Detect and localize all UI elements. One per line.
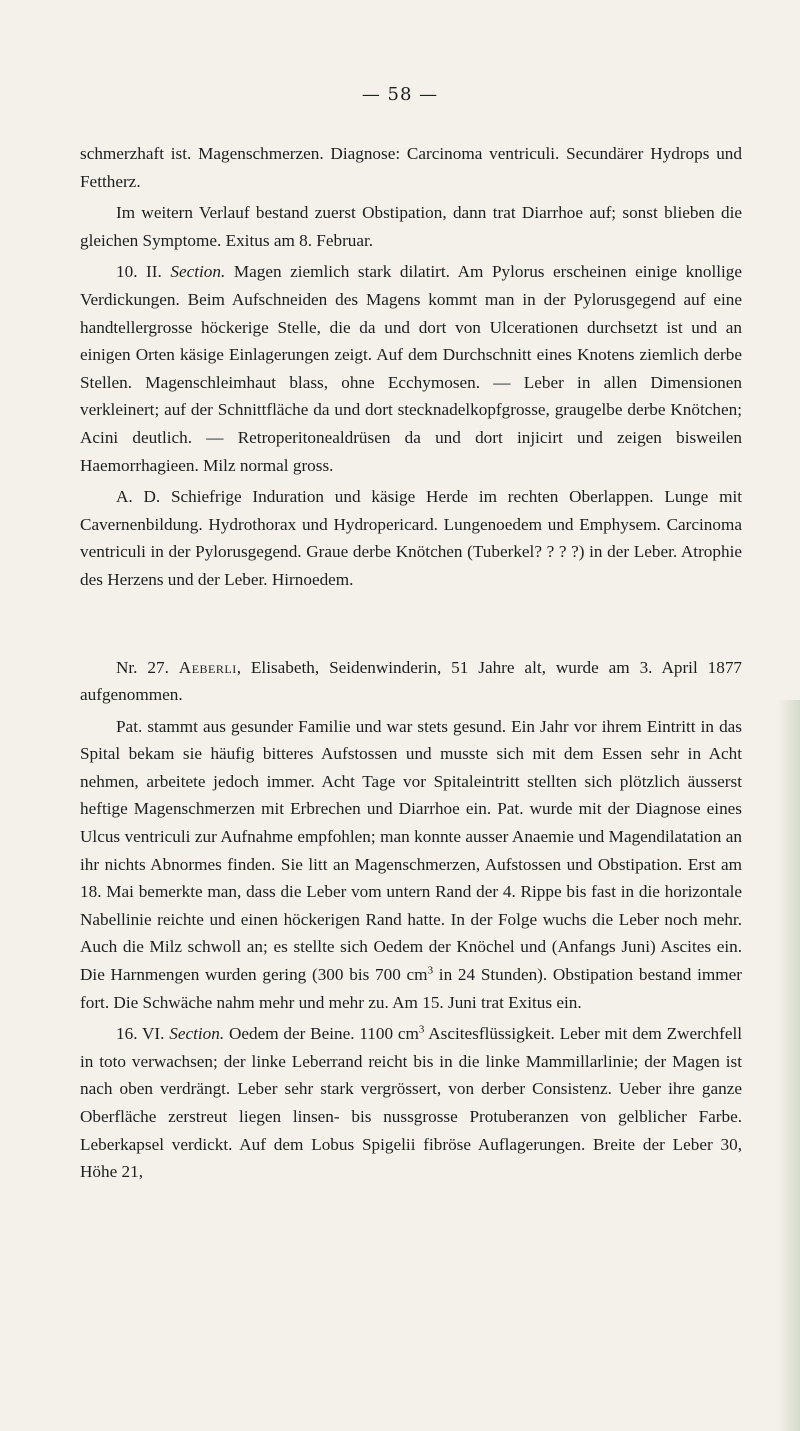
paragraph-history bbox=[80, 713, 742, 1017]
section-label: Section. bbox=[170, 262, 226, 282]
section-text-a: Oedem der Beine. 1100 cm bbox=[224, 1024, 419, 1044]
history-text-b: in 24 Stunden). Obstipation bestand immer fort. Die Schwäche nahm mehr und mehr zu. Am 15. Juni trat Exitus ein. bbox=[80, 965, 742, 1012]
date-label: 10. II. bbox=[116, 262, 171, 282]
case-intro: , Elisabeth, Seidenwinderin, 51 Jahre alt, wurde am 3. April 1877 aufgenommen. bbox=[80, 657, 743, 705]
section-text: Magen ziemlich stark dilatirt. Am Pylorus erscheinen einige knollige Verdickungen. Beim Aufschneiden des Magens kommt man in der Pylorusgegend auf eine handtellergrosse höckerige Stelle, die da und dort von Ulcerationen durchsetzt ist und an einigen Orten käsige Einlagerungen zeigt. Auf dem Durchschnitt eines Knotens ziemlich derbe Stellen. Magenschleimhaut blass, ohne Ecchymosen. — Leber in allen Dimensionen verkleinert; auf der Schnittfläche da und dort stecknadelkopfgrosse, graugelbe derbe Knötchen; Acini deutlich. — Retroperitonealdrüsen da und dort injicirt und zeigen bisweilen Haemorrhagieen. Milz normal gross. bbox=[80, 262, 742, 475]
case-number: Nr. 27. bbox=[116, 657, 179, 677]
history-text-a: Pat. stammt aus gesunder Familie und war stets gesund. Ein Jahr vor ihrem Eintritt in das Spital bekam sie häufig bitteres Aufstossen und musste sich mit dem Essen sehr in Acht nehmen, arbeitete jedoch immer. Acht Tage vor Spitaleintritt stellten sich plötzlich äusserst heftige Magenschmerzen mit Erbrechen und Diarrhoe ein. Pat. wurde mit der Diagnose eines Ulcus ventriculi zur Aufnahme empfohlen; man konnte ausser Anaemie und Magendilatation an ihr nichts Abnormes finden. Sie litt an Magenschmerzen, Aufstossen und Obstipation. Erst am 18. Mai bemerkte man, dass die Leber vom untern Rand der 4. Rippe bis fast in die horizontale Nabellinie reichte und einen höckerigen Rand hatte. In der Folge wuchs die Leber noch mehr. Auch die Milz schwoll an; es stellte sich Oedem der Knöchel und (Anfangs Juni) Ascites ein. Die Harnmengen wurden gering (300 bis 700 cm bbox=[80, 716, 742, 985]
superscript: 3 bbox=[418, 1023, 425, 1036]
date-label: 16. VI. bbox=[116, 1024, 170, 1044]
body-text bbox=[80, 140, 742, 1186]
paragraph-section-1 bbox=[80, 258, 742, 479]
page-edge-shade bbox=[778, 700, 800, 1431]
paragraph-case-header bbox=[80, 654, 742, 709]
patient-name: Aeberli bbox=[178, 657, 237, 677]
section-text-b: Ascitesflüssigkeit. Leber mit dem Zwerchfell in toto verwachsen; der linke Leberrand reicht bis in die linke Mammillarlinie; der Magen ist nach oben verdrängt. Leber sehr stark vergrössert, von derber Consistenz. Ueber ihre ganze Oberfläche zerstreut liegen linsen- bis nussgrosse Protuberanzen von gelblicher Farbe. Leberkapsel verdickt. Auf dem Lobus Spigelii fibröse Auflagerungen. Breite der Leber 30, Höhe 21, bbox=[80, 1024, 743, 1182]
superscript: 3 bbox=[427, 964, 434, 977]
paragraph-continuation: schmerzhaft ist. Magenschmerzen. Diagnose: Carcinoma ventriculi. Secundärer Hydrops und Fettherz. bbox=[80, 144, 742, 191]
paragraph-anatomical-diagnosis: A. D. Schiefrige Induration und käsige Herde im rechten Oberlappen. Lunge mit Cavernenbildung. Hydrothorax und Hydropericard. Lungenoedem und Emphysem. Carcinoma ventriculi in der Pylorusgegend. Graue derbe Knötchen (Tuberkel? ? ? ?) in der Leber. Atrophie des Herzens und der Leber. Hirnoedem. bbox=[80, 487, 742, 589]
paragraph-course: Im weitern Verlauf bestand zuerst Obstipation, dann trat Diarrhoe auf; sonst blieben die gleichen Symptome. Exitus am 8. Februar. bbox=[80, 203, 742, 250]
paragraph-section-2 bbox=[80, 1020, 742, 1186]
page-number: — 58 — bbox=[361, 84, 439, 105]
section-label: Section. bbox=[169, 1024, 225, 1044]
